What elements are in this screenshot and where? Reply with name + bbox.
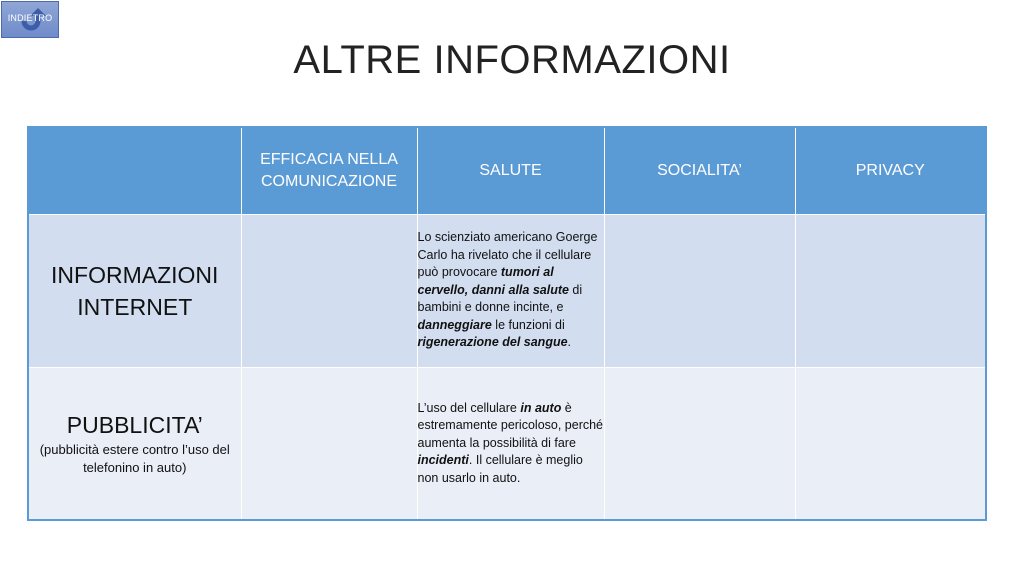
row-label: PUBBLICITA’	[66, 412, 203, 439]
cell-salute	[417, 367, 604, 520]
header-salute: SALUTE	[417, 127, 604, 214]
text-run: Lo scienziato americano Goerge Carlo ha rivelato che il cellulare può provocare	[417, 230, 598, 280]
back-label: INDIETRO	[7, 13, 53, 23]
header-privacy: PRIVACY	[795, 127, 986, 214]
row-header-pubblicita	[28, 367, 241, 520]
text-run: in auto	[520, 400, 562, 415]
row-label: INFORMAZIONI INTERNET	[51, 261, 219, 320]
cell-privacy	[795, 214, 986, 367]
cell-salute	[417, 214, 604, 367]
table-row	[28, 367, 986, 520]
row-sublabel: (pubblicità estere contro l’uso del telefonino in auto)	[39, 442, 230, 476]
cell-socialita	[604, 214, 795, 367]
text-run: .	[567, 335, 572, 350]
cell-privacy	[795, 367, 986, 520]
header-row	[28, 127, 986, 214]
header-socialita: SOCIALITA’	[604, 127, 795, 214]
text-run: . Il cellulare è meglio non usarlo in auto.	[417, 453, 583, 485]
text-run: tumori al cervello, danni alla salute	[417, 265, 569, 297]
text-run: di bambini e donne incinte, e	[417, 282, 583, 315]
text-run: incidenti	[417, 453, 469, 467]
cell-efficacia	[241, 214, 417, 367]
table-row	[28, 214, 986, 367]
text-run: le funzioni di	[491, 317, 565, 332]
info-table	[27, 126, 987, 521]
text-run: rigenerazione del sangue	[417, 335, 568, 350]
text-run: è estremamente pericoloso, perché aumenta la possibilità di fare	[417, 400, 604, 450]
cell-efficacia	[241, 367, 417, 520]
header-efficacia: EFFICACIA NELLA COMUNICAZIONE	[241, 127, 417, 214]
page-title: ALTRE INFORMAZIONI	[293, 38, 731, 82]
cell-socialita	[604, 367, 795, 520]
text-run: L’uso del cellulare	[417, 400, 521, 415]
back-button[interactable]	[1, 1, 59, 38]
text-run: danneggiare	[417, 317, 492, 332]
row-header-internet	[28, 214, 241, 367]
header-empty	[28, 127, 241, 214]
